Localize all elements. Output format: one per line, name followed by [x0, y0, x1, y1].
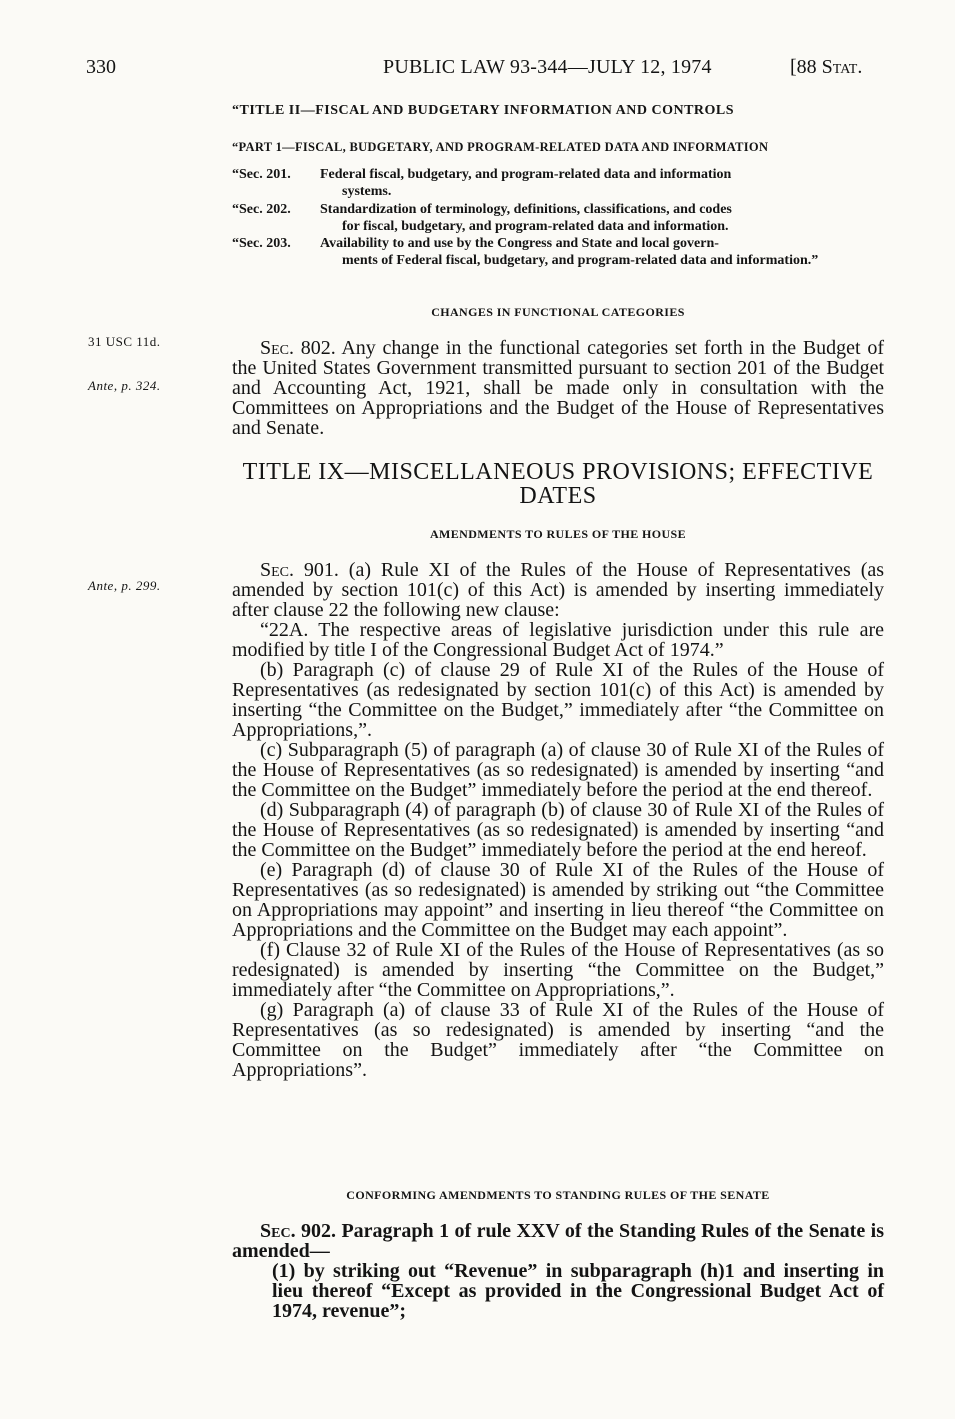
section-902-text: Paragraph 1 of rule XXV of the Standing Rules of the Senate is amended— [232, 1220, 884, 1262]
para-b: (b) Paragraph (c) of clause 29 of Rule XI of the Rules of the House of Representatives (as redesignated by section 101(c) of this Act) is amended by inserting “the Committee on the Budget,” immediately after “the Committee on Appropriations,”. [232, 659, 884, 741]
margin-citation-ante: Ante, p. 324. [88, 378, 161, 393]
section-802-text: Any change in the functional categories set forth in the Budget of the United States Government transmitted pursuant to section 201 of the Budget and Accounting Act, 1921, shall be made only in consultation with the Committees on Appropriations and the Budget of the House of Representatives and Senate. [232, 337, 884, 439]
toc-section-number: “Sec. 202. [232, 202, 291, 217]
title-ii-heading: “TITLE II—FISCAL AND BUDGETARY INFORMATION AND CONTROLS [232, 103, 735, 118]
toc-section-continuation: for fiscal, budgetary, and program-related data and information. [342, 219, 729, 234]
para-e: (e) Paragraph (d) of clause 30 of Rule XI of the Rules of the House of Representatives (as so redesignated) is amended by striking out “the Committee on Appropriations may appoint” and inserting in lieu thereof “the Committee on Appropriations and the Committee on the Budget may each appoint”. [232, 859, 884, 941]
section-901 [232, 560, 884, 1080]
toc-section-continuation: systems. [342, 184, 392, 199]
house-amendments-heading: AMENDMENTS TO RULES OF THE HOUSE [429, 527, 687, 541]
margin-citation-usc: 31 USC 11d. [88, 334, 161, 349]
running-title: PUBLIC LAW 93-344—JULY 12, 1974 [383, 56, 712, 78]
section-label: Sec. 902. [260, 1220, 336, 1242]
toc-section-text: Federal fiscal, budgetary, and program-related data and information [320, 167, 732, 182]
senate-amendments-heading: CONFORMING AMENDMENTS TO STANDING RULES OF THE SENATE [346, 1188, 770, 1202]
part-1-heading: “PART 1—FISCAL, BUDGETARY, AND PROGRAM-RELATED DATA AND INFORMATION [232, 140, 769, 154]
stat-reference: [88 Stat. [790, 56, 863, 78]
toc-section-text: Availability to and use by the Congress and State and local govern- [320, 236, 719, 251]
toc-section-text: Standardization of terminology, definitions, classifications, and codes [320, 202, 732, 217]
toc-section-number: “Sec. 201. [232, 167, 291, 182]
para-f: (f) Clause 32 of Rule XI of the Rules of the House of Representatives (as so redesignated) is amended by inserting “the Committee on the Budget,” immediately after “the Committee on Appropriations,”. [232, 939, 884, 1001]
toc-entry [232, 235, 887, 269]
toc-entry [232, 166, 887, 200]
toc-entry [232, 201, 887, 235]
clause-22a: “22A. The respective areas of legislative jurisdiction under this rule are modified by title I of the Congressional Budget Act of 1974.” [232, 619, 884, 661]
para-c: (c) Subparagraph (5) of paragraph (a) of clause 30 of Rule XI of the Rules of the House of Representatives (as so redesignated) is amended by inserting “and the Committee on the Budget” immediately before the period at the end thereof. [232, 739, 884, 801]
list-item-1: (1) by striking out “Revenue” in subparagraph (h)1 and inserting in lieu thereof “Except as provided in the Congressional Budget Act of 1974, revenue”; [272, 1260, 884, 1322]
para-d: (d) Subparagraph (4) of paragraph (b) of clause 30 of Rule XI of the Rules of the House of Representatives (as so redesignated) is amended by inserting “and the Committee on the Budget” immediately before the period at the end hereof. [232, 799, 884, 861]
toc-section-continuation: ments of Federal fiscal, budgetary, and program-related data and information.” [342, 253, 819, 268]
section-802 [232, 338, 884, 438]
para-a: (a) Rule XI of the Rules of the House of Representatives (as amended by section 101(c) of this Act) is amended by inserting immediately after clause 22 the following new clause: [232, 559, 885, 621]
changes-heading: CHANGES IN FUNCTIONAL CATEGORIES [431, 305, 685, 319]
section-label: Sec. 802. [260, 337, 336, 359]
toc-section-number: “Sec. 203. [232, 236, 291, 251]
section-902 [232, 1221, 884, 1321]
title-ix-heading: TITLE IX—MISCELLANEOUS PROVISIONS; EFFECTIVE DATES [242, 459, 874, 509]
para-g: (g) Paragraph (a) of clause 33 of Rule XI of the Rules of the House of Representatives (as so redesignated) is amended by inserting “and the Committee on the Budget” immediately after “the Committee on Appropriations”. [232, 999, 884, 1081]
section-label: Sec. 901. [260, 559, 339, 581]
margin-citation-ante-299: Ante, p. 299. [88, 578, 161, 593]
page-number: 330 [86, 56, 116, 78]
